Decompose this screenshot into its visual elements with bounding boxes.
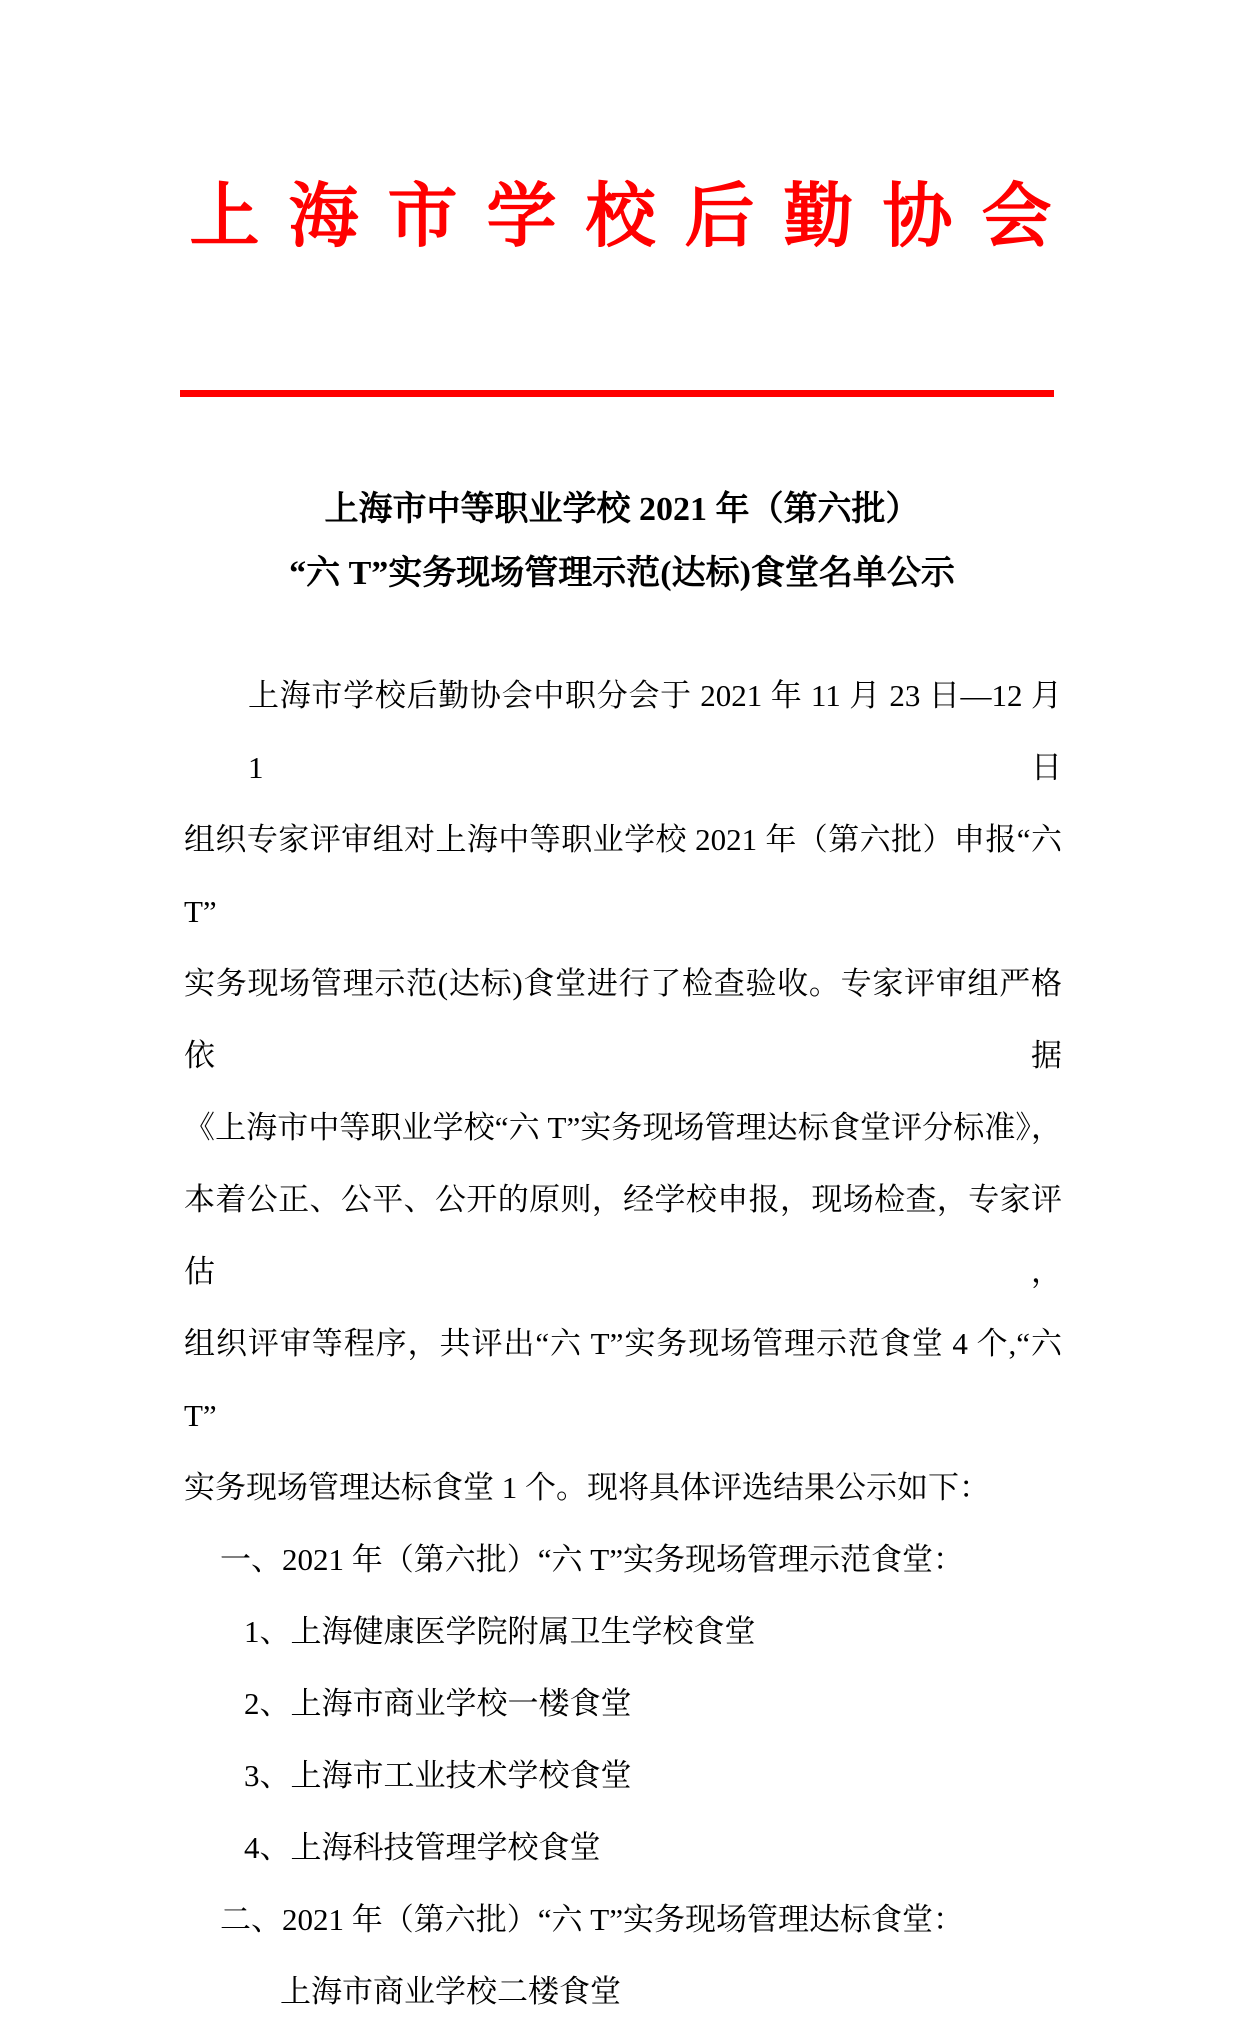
header-divider-rule <box>180 390 1054 397</box>
paragraph-line: 上海市学校后勤协会中职分会于 2021 年 11 月 23 日—12 月 1 日 <box>248 678 1062 785</box>
paragraph-line: 组织评审等程序，共评出“六 T”实务现场管理示范食堂 4 个,“六 T” <box>184 1326 1062 1433</box>
canteen-list-item: 1、上海健康医学院附属卫生学校食堂 <box>244 1614 756 1649</box>
section-heading: 一、2021 年（第六批）“六 T”实务现场管理示范食堂： <box>220 1542 964 1577</box>
section-heading: 二、2021 年（第六批）“六 T”实务现场管理达标食堂： <box>220 1902 964 1937</box>
canteen-list-item: 上海市商业学校二楼食堂 <box>280 1974 621 2009</box>
doc-title <box>182 478 1062 606</box>
canteen-list-item: 2、上海市商业学校一楼食堂 <box>244 1686 632 1721</box>
doc-title-line-2: “六 T”实务现场管理示范(达标)食堂名单公示 <box>289 555 955 592</box>
document-body <box>184 660 1062 2028</box>
paragraph-line: 实务现场管理示范(达标)食堂进行了检查验收。专家评审组严格依据 <box>184 966 1062 1073</box>
paragraph-line: 本着公正、公平、公开的原则，经学校申报，现场检查，专家评估， <box>184 1182 1062 1289</box>
paragraph-line: 《上海市中等职业学校“六 T”实务现场管理达标食堂评分标准》， <box>184 1110 1062 1145</box>
paragraph-line: 实务现场管理达标食堂 1 个。现将具体评选结果公示如下： <box>184 1470 990 1505</box>
paragraph-line: 组织专家评审组对上海中等职业学校 2021 年（第六批）申报“六 T” <box>184 822 1062 929</box>
org-header-title: 上海市学校后勤协会 <box>189 179 1081 256</box>
canteen-list-item: 4、上海科技管理学校食堂 <box>244 1830 601 1865</box>
doc-title-line-1: 上海市中等职业学校 2021 年（第六批） <box>324 491 920 528</box>
canteen-list-item: 3、上海市工业技术学校食堂 <box>244 1758 632 1793</box>
